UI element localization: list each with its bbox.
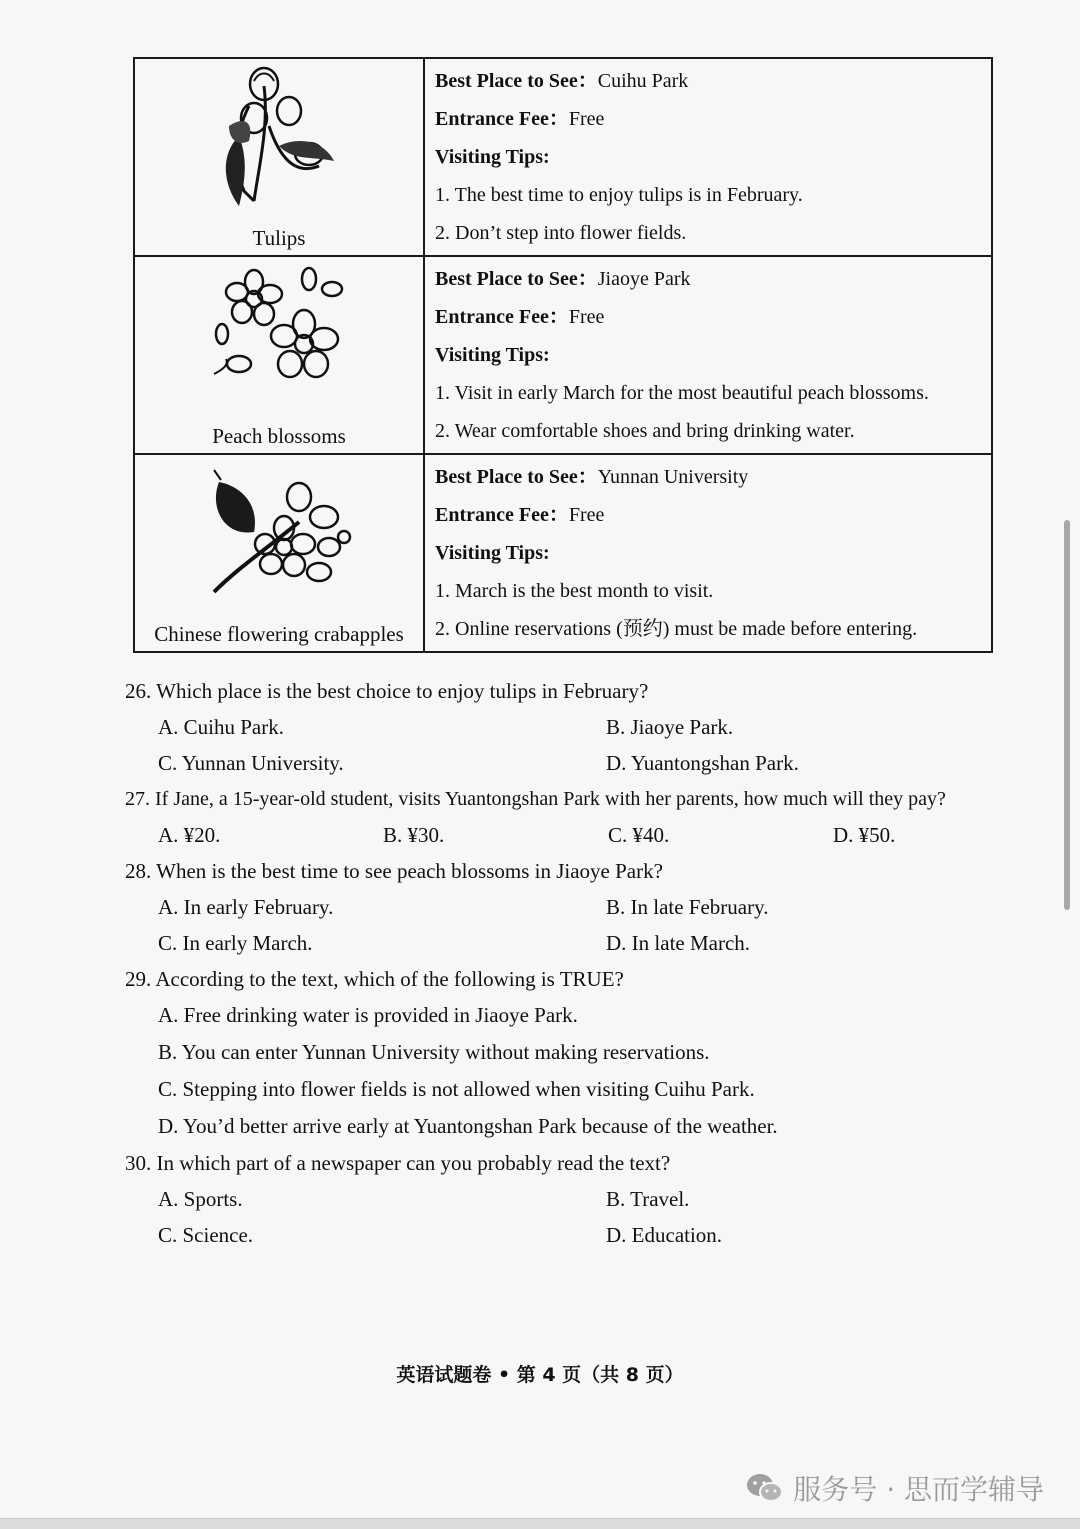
fee-value: Free — [568, 504, 605, 526]
crabapple-caption: Chinese flowering crabapples — [154, 622, 404, 646]
tip-1: 1. Visit in early March for the most beautiful peach blossoms. — [435, 382, 929, 404]
bottom-bar — [0, 1518, 1080, 1529]
fee-line — [435, 499, 981, 537]
watermark — [745, 1468, 1044, 1508]
fee-label: Entrance Fee： — [435, 306, 569, 328]
option-d: D. Education. — [606, 1223, 723, 1247]
tulip-caption: Tulips — [252, 226, 306, 250]
fee-line — [435, 103, 981, 141]
tip-2: 2. Online reservations (预约) must be made before entering. — [435, 618, 918, 640]
tip-1: 1. March is the best month to visit. — [435, 580, 714, 602]
question-26: 26. Which place is the best choice to enjoy tulips in February? — [125, 679, 649, 703]
question-27: 27. If Jane, a 15-year-old student, visits Yuantongshan Park with her parents, how much will they pay? — [125, 788, 946, 810]
options-row — [125, 819, 1025, 855]
option-b: B. Jiaoye Park. — [606, 715, 734, 739]
option-c: C. ¥40. — [608, 823, 670, 847]
tips-heading: Visiting Tips: — [435, 146, 550, 168]
table-row — [134, 454, 992, 652]
question-29: 29. According to the text, which of the following is TRUE? — [125, 967, 624, 991]
option-d: D. In late March. — [606, 931, 751, 955]
peach-cell — [134, 256, 424, 454]
crabapple-info — [424, 454, 992, 652]
tips-heading: Visiting Tips: — [435, 542, 550, 564]
options-row — [125, 711, 1025, 747]
option-a: A. Cuihu Park. — [158, 715, 284, 739]
tips-heading: Visiting Tips: — [435, 344, 550, 366]
watermark-text: 服务号 · 思而学辅导 — [793, 1473, 1044, 1506]
option-c: C. Stepping into flower fields is not allowed when visiting Cuihu Park. — [158, 1077, 755, 1101]
question-30: 30. In which part of a newspaper can you probably read the text? — [125, 1151, 671, 1175]
table-row — [134, 58, 992, 256]
place-value: Jiaoye Park — [597, 268, 691, 290]
tip-2: 2. Wear comfortable shoes and bring drinking water. — [435, 420, 855, 442]
fee-line — [435, 301, 981, 339]
place-value: Cuihu Park — [597, 70, 689, 92]
page-footer: 英语试题卷 • 第 4 页（共 8 页） — [396, 1364, 684, 1386]
fee-value: Free — [568, 108, 605, 130]
option-b: B. You can enter Yunnan University without making reservations. — [158, 1040, 710, 1064]
wechat-icon — [745, 1472, 785, 1504]
tulip-illustration-icon — [209, 66, 349, 216]
place-label: Best Place to See： — [435, 70, 598, 92]
place-label: Best Place to See： — [435, 466, 598, 488]
crabapple-illustration-icon — [199, 462, 359, 597]
options-row — [125, 1219, 1025, 1255]
question-28: 28. When is the best time to see peach blossoms in Jiaoye Park? — [125, 859, 663, 883]
option-a: A. Sports. — [158, 1187, 243, 1211]
question-list — [125, 675, 1025, 1255]
options-row — [125, 891, 1025, 927]
place-line — [435, 461, 981, 499]
scrollbar[interactable] — [1064, 520, 1070, 910]
place-label: Best Place to See： — [435, 268, 598, 290]
option-c: C. Science. — [158, 1223, 254, 1247]
flower-info-table — [133, 57, 993, 653]
crabapple-cell — [134, 454, 424, 652]
option-a: A. In early February. — [158, 895, 334, 919]
place-line — [435, 65, 981, 103]
option-a: A. ¥20. — [158, 823, 221, 847]
tip-2: 2. Don’t step into flower fields. — [435, 222, 687, 244]
options-row — [125, 1183, 1025, 1219]
option-d: D. You’d better arrive early at Yuantongshan Park because of the weather. — [158, 1114, 778, 1138]
peach-info — [424, 256, 992, 454]
peach-blossom-illustration-icon — [204, 264, 354, 394]
tulip-cell — [134, 58, 424, 256]
fee-value: Free — [568, 306, 605, 328]
option-a: A. Free drinking water is provided in Jiaoye Park. — [158, 1003, 578, 1027]
option-b: B. Travel. — [606, 1187, 690, 1211]
fee-label: Entrance Fee： — [435, 504, 569, 526]
tip-1: 1. The best time to enjoy tulips is in February. — [435, 184, 803, 206]
option-c: C. In early March. — [158, 931, 313, 955]
option-d: D. Yuantongshan Park. — [606, 751, 799, 775]
tulip-info — [424, 58, 992, 256]
place-line — [435, 263, 981, 301]
table-row — [134, 256, 992, 454]
option-d: D. ¥50. — [833, 823, 896, 847]
option-c: C. Yunnan University. — [158, 751, 344, 775]
options-row — [125, 747, 1025, 783]
fee-label: Entrance Fee： — [435, 108, 569, 130]
place-value: Yunnan University — [597, 466, 749, 488]
option-b: B. In late February. — [606, 895, 769, 919]
options-row — [125, 927, 1025, 963]
option-b: B. ¥30. — [383, 823, 445, 847]
peach-caption: Peach blossoms — [212, 424, 346, 448]
